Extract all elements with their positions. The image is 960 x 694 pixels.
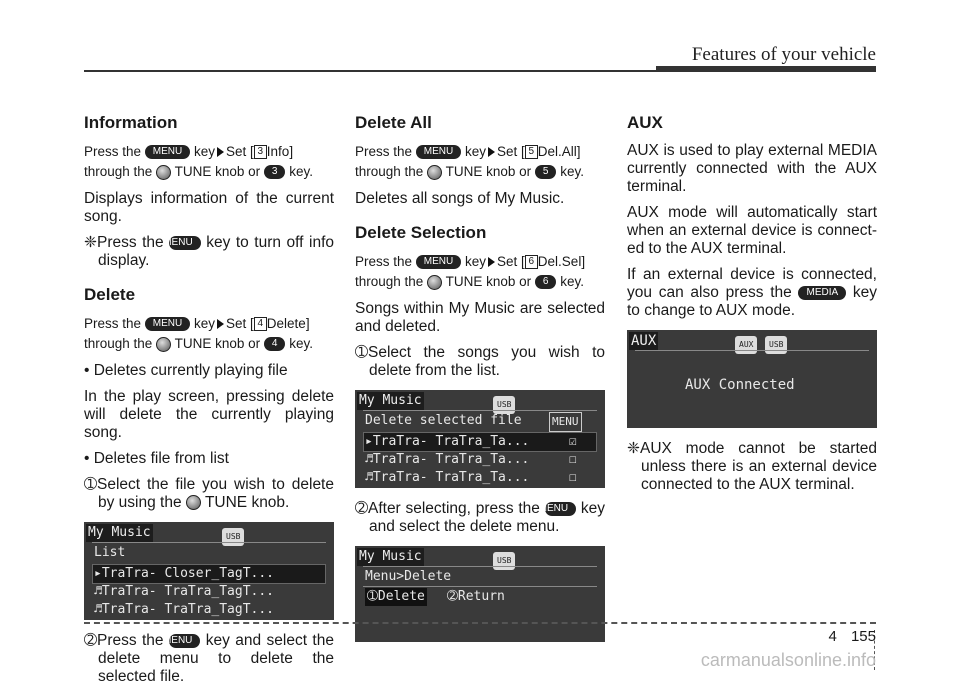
column-middle: [355, 108, 605, 654]
tune-knob-icon: [427, 165, 442, 180]
usb-badge: USB: [493, 552, 515, 570]
number-key: 5: [535, 165, 557, 179]
menu-option-delete: ➀Delete: [367, 589, 425, 604]
number-box: 6: [525, 255, 538, 269]
number-key: 6: [535, 275, 557, 289]
watermark: carmanualsonline.info: [700, 650, 876, 670]
aux-paragraph-3: If an external device is connected, you can also press the MEDIA key to change to AUX mode.: [627, 266, 878, 319]
delete-all-description: Deletes all songs of My Music.: [355, 190, 565, 207]
column-right: [627, 108, 877, 502]
list-item: ♬TraTra- TraTra_TagT...: [94, 602, 275, 617]
delete-instruction: Press the MENU key Set [ 4 Delete] through the TUNE knob or 4 key.: [84, 316, 313, 351]
delete-selected-screen: [355, 390, 605, 488]
arrow-right-icon: [217, 147, 224, 157]
delete-bullet-current: • Deletes currently playing file: [84, 362, 288, 379]
delete-all-instruction: Press the MENU key Set [ 5 Del.All] through the TUNE knob or 5 key.: [355, 144, 584, 179]
page-number-value: 155: [850, 628, 876, 645]
list-item: ♬TraTra- TraTra_TagT...: [94, 584, 275, 599]
list-item: ♬TraTra- TraTra_Ta...: [365, 452, 530, 467]
number-box: 3: [254, 145, 267, 159]
tune-knob-icon: [156, 337, 171, 352]
delete-description: In the play screen, pressing delete will delete the currently playing song.: [84, 388, 334, 441]
number-key: 3: [264, 165, 286, 179]
screen-separator: [363, 410, 597, 411]
aux-paragraph-1: AUX is used to play external MEDIA currently connected with the AUX terminal.: [627, 142, 877, 195]
tune-knob-icon: [186, 495, 201, 510]
header-title: Features of your vehicle: [691, 44, 876, 65]
screen-title: My Music: [359, 549, 422, 564]
aux-screen: [627, 330, 877, 428]
list-item: ▸TraTra- TraTra_Ta...: [365, 434, 530, 449]
usb-badge: USB: [765, 336, 787, 354]
screen-menu-label: MENU: [549, 412, 582, 432]
menu-key: MENU: [416, 255, 461, 269]
chapter-number: 4: [828, 628, 837, 645]
delete-step-2: ➁Press the MENU key and select the delete menu to delete the selected file.: [84, 632, 334, 685]
delete-heading: Delete: [84, 285, 136, 304]
information-instruction: Press the MENU key Set [ 3 Info] through the TUNE knob or 3 key.: [84, 144, 313, 179]
screen-title: My Music: [359, 393, 422, 408]
information-note: ❈Press the MENU key to turn off info display.: [84, 234, 334, 269]
delete-step-1: ➀Select the file you wish to delete by using the TUNE knob.: [84, 476, 334, 511]
aux-paragraph-2: AUX mode will automatically start when an external device is connect-ed to the AUX terminal.: [627, 204, 877, 257]
footer-rule: [84, 622, 876, 624]
delete-selection-instruction: Press the MENU key Set [ 6 Del.Sel] through the TUNE knob or 6 key.: [355, 254, 586, 289]
delete-selection-step-1: ➀Select the songs you wish to delete from the list.: [355, 344, 605, 379]
menu-key: MENU: [145, 145, 190, 159]
delete-bullet-list: • Deletes file from list: [84, 450, 229, 467]
menu-key: MENU: [169, 236, 200, 250]
menu-key: MENU: [416, 145, 461, 159]
screen-title: My Music: [88, 525, 151, 540]
checkbox-icon: ☑: [569, 434, 577, 449]
menu-option-return: ➁Return: [447, 589, 505, 604]
screen-title: AUX: [631, 333, 657, 349]
column-left: [84, 108, 334, 694]
screen-header: Delete selected file: [365, 413, 522, 428]
information-heading: Information: [84, 113, 178, 132]
list-item: ▸TraTra- Closer_TagT...: [94, 566, 275, 581]
arrow-right-icon: [217, 319, 224, 329]
menu-delete-screen: [355, 546, 605, 642]
information-description: Displays information of the current song.: [84, 190, 334, 225]
delete-selection-step-2: ➁After selecting, press the MENU key and select the delete menu.: [355, 500, 606, 535]
media-key: MEDIA: [798, 286, 846, 300]
menu-key: MENU: [145, 317, 190, 331]
screen-header: Menu>Delete: [365, 569, 452, 584]
tune-knob-icon: [156, 165, 171, 180]
screen-separator: [363, 586, 597, 587]
number-box: 5: [525, 145, 538, 159]
arrow-right-icon: [488, 147, 495, 157]
screen-separator: [635, 350, 869, 351]
aux-badge: AUX: [735, 336, 757, 354]
usb-badge: USB: [493, 396, 515, 414]
number-key: 4: [264, 337, 286, 351]
screen-separator: [363, 566, 597, 567]
aux-heading: AUX: [627, 113, 663, 132]
checkbox-icon: ☐: [569, 452, 577, 467]
screen-header: List: [94, 545, 126, 560]
header-rule-accent: [656, 66, 876, 72]
delete-selection-heading: Delete Selection: [355, 223, 487, 242]
number-box: 4: [254, 317, 267, 331]
screen-separator: [92, 542, 326, 543]
delete-selection-description: Songs within My Music are selected and deleted.: [355, 300, 605, 335]
aux-status: AUX Connected: [685, 377, 795, 393]
aux-note: ❈AUX mode cannot be started unless there is an external device connected to the AUX terminal.: [627, 440, 877, 493]
menu-key: MENU: [545, 502, 576, 516]
page-number: [828, 628, 876, 645]
arrow-right-icon: [488, 257, 495, 267]
list-screen: [84, 522, 334, 620]
menu-key: MENU: [169, 634, 200, 648]
delete-all-heading: Delete All: [355, 113, 432, 132]
usb-badge: USB: [222, 528, 244, 546]
checkbox-icon: ☐: [569, 470, 577, 485]
tune-knob-icon: [427, 275, 442, 290]
list-item: ♬TraTra- TraTra_Ta...: [365, 470, 530, 485]
